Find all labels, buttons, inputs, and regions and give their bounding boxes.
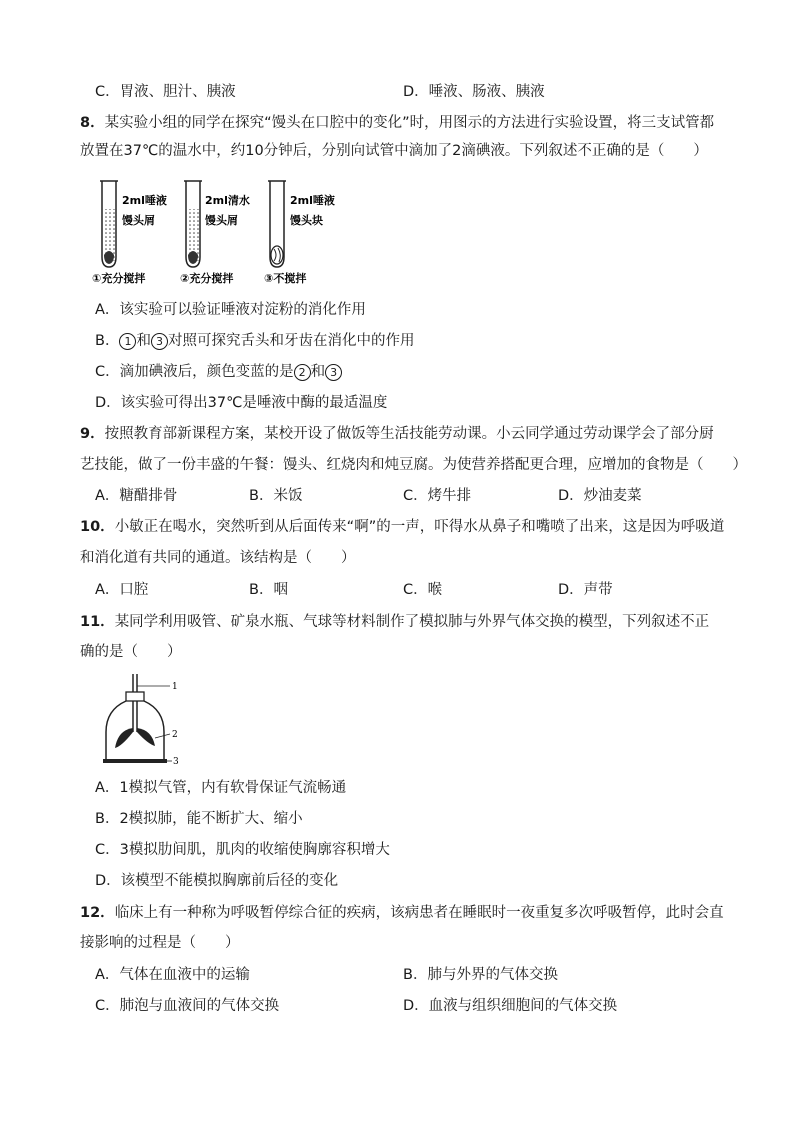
q12-number: 12． (80, 905, 115, 921)
tube2-label-line1: 2ml清水 (205, 194, 250, 207)
q9-option-d: D．炒油麦菜 (558, 488, 642, 504)
q8-option-b (95, 331, 414, 351)
q11-option-a: A．1模拟气管，内有软骨保证气流畅通 (95, 780, 347, 796)
q12-text1: 临床上有一种称为呼吸暂停综合征的疾病，该病患者在睡眠时一夜重复多次呼吸暂停，此时会直 (114, 905, 724, 921)
q10-stem-line2: 和消化道有共同的通道。该结构是（ ） (80, 550, 356, 566)
tube2-caption: ②充分搅拌 (180, 272, 234, 285)
q9-stem-line1 (80, 424, 734, 444)
model-label-2: 2 (172, 730, 178, 740)
q12-option-b: B．肺与外界的气体交换 (403, 967, 558, 983)
q10-stem-line1 (80, 517, 734, 537)
q9-number: 9． (80, 426, 105, 442)
q8-text1: 某实验小组的同学在探究“馒头在口腔中的变化”时，用图示的方法进行实验设置，将三支试管都 (104, 115, 715, 131)
q8-test-tube-figure (92, 175, 352, 287)
circled-1: 1 (119, 333, 136, 350)
q12-stem-line1 (80, 903, 734, 923)
test-tube-3 (268, 181, 286, 267)
q12-option-c: C．肺泡与血液间的气体交换 (95, 998, 280, 1014)
q11-lung-model-figure (100, 672, 190, 772)
q8-number: 8． (80, 115, 105, 131)
test-tube-1 (100, 181, 118, 267)
q10-option-d: D．声带 (558, 582, 613, 598)
q8-optb-and: 和 (136, 333, 151, 349)
q9-option-a: A．糖醋排骨 (95, 488, 178, 504)
q9-option-c: C．烤牛排 (403, 488, 472, 504)
tube2-label-line2: 馒头屑 (205, 214, 238, 227)
q8-optb-text: 对照可探究舌头和牙齿在消化中的作用 (167, 333, 415, 349)
model-label-3: 3 (173, 757, 179, 767)
tube3-label-line1: 2ml唾液 (290, 194, 335, 207)
circled-2: 2 (294, 364, 311, 381)
q11-option-c: C．3模拟肋间肌，肌肉的收缩使胸廓容积增大 (95, 842, 390, 858)
q10-option-a: A．口腔 (95, 582, 149, 598)
q8-option-d: D．该实验可得出37℃是唾液中酶的最适温度 (95, 395, 388, 411)
circled-3: 3 (325, 364, 342, 381)
tube3-label-line2: 馒头块 (290, 214, 323, 227)
tube1-caption: ①充分搅拌 (92, 272, 146, 285)
q8-option-a: A．该实验可以验证唾液对淀粉的消化作用 (95, 302, 366, 318)
q12-option-d: D．血液与组织细胞间的气体交换 (403, 998, 618, 1014)
tube1-label-line1: 2ml唾液 (122, 194, 167, 207)
q8-optb-prefix: B． (95, 333, 120, 349)
q10-option-b: B．咽 (249, 582, 288, 598)
q10-number: 10． (80, 519, 115, 535)
tube1-label-line2: 馒头屑 (122, 214, 155, 227)
q11-stem-line2: 确的是（ ） (80, 644, 182, 660)
q9-stem-line2: 艺技能，做了一份丰盛的午餐：馒头、红烧肉和炖豆腐。为使营养搭配更合理，应增加的食物是（ ） (80, 457, 747, 473)
q10-text1: 小敏正在喝水，突然听到从后面传来“啊”的一声，吓得水从鼻子和嘴喷了出来，这是因为呼吸道 (114, 519, 725, 535)
q12-option-a: A．气体在血液中的运输 (95, 967, 250, 983)
test-tube-2 (184, 181, 202, 267)
q8-option-c (95, 362, 342, 382)
q9-option-b: B．米饭 (249, 488, 303, 504)
tube3-caption: ③不搅拌 (264, 272, 307, 285)
q8-optc-text: C．滴加碘液后，颜色变蓝的是 (95, 364, 294, 380)
q8-optc-and: 和 (310, 364, 326, 380)
q11-option-d: D．该模型不能模拟胸廓前后径的变化 (95, 873, 339, 889)
q8-stem-line1 (80, 113, 734, 133)
q11-number: 11． (80, 614, 115, 630)
q11-text1: 某同学利用吸管、矿泉水瓶、气球等材料制作了模拟肺与外界气体交换的模型，下列叙述不正 (114, 614, 710, 630)
circled-3: 3 (151, 333, 168, 350)
q10-option-c: C．喉 (403, 582, 443, 598)
q7-option-d: D．唾液、肠液、胰液 (403, 84, 545, 100)
model-label-1: 1 (172, 682, 178, 692)
q11-option-b: B．2模拟肺，能不断扩大、缩小 (95, 811, 303, 827)
q7-option-c: C．胃液、胆汁、胰液 (95, 84, 236, 100)
q11-stem-line1 (80, 612, 734, 632)
q9-text1: 按照教育部新课程方案，某校开设了做饭等生活技能劳动课。小云同学通过劳动课学会了部分厨 (104, 426, 714, 442)
q12-stem-line2: 接影响的过程是（ ） (80, 935, 240, 951)
q8-stem-line2: 放置在37℃的温水中，约10分钟后，分别向试管中滴加了2滴碘液。下列叙述不正确的是（ ） (80, 143, 708, 159)
